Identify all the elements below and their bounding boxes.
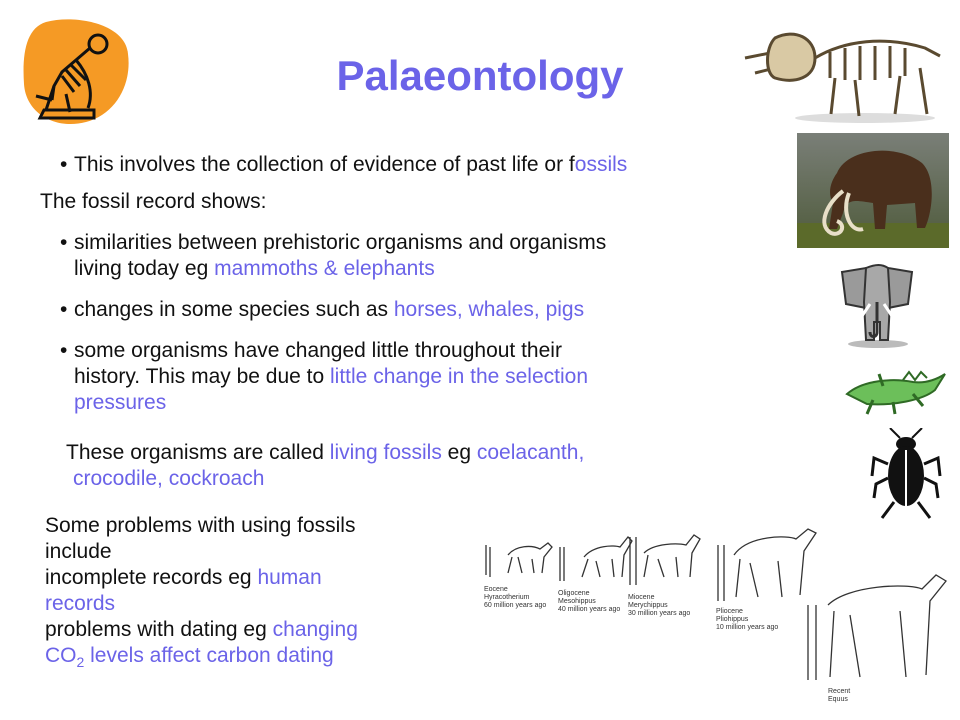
note-text: These organisms are called: [66, 441, 330, 464]
problems-text: incomplete records eg: [45, 566, 258, 589]
note-highlight: crocodile, cockroach: [73, 467, 265, 490]
problems-highlight: levels affect carbon dating: [84, 644, 334, 667]
horse-caption-age: 60 million years ago: [484, 602, 547, 609]
problems-text: Some problems with using fossils: [45, 514, 356, 537]
horse-caption-epoch: Oligocene: [558, 590, 590, 597]
page-title: Palaeontology: [336, 52, 624, 99]
elephant-clipart: [836, 262, 918, 350]
bullet-highlight: pressures: [74, 391, 167, 414]
horse-caption-name: Hyracotherium: [484, 594, 530, 601]
bullet-highlight: horses, whales, pigs: [393, 298, 585, 321]
bullet-text: history. This may be due to: [74, 365, 331, 388]
horse-caption-epoch: Pliocene: [716, 608, 743, 615]
bullet-text: similarities between prehistoric organisms and organisms: [74, 231, 607, 254]
horse-caption-name: Equus: [828, 696, 848, 703]
bullet-highlight: ossils: [574, 153, 628, 176]
horse-caption-name: Merychippus: [628, 602, 668, 609]
note-highlight: coelacanth,: [476, 441, 585, 464]
problems-subscript: 2: [76, 654, 85, 670]
bullet-marker: •: [60, 298, 68, 321]
problems-highlight: changing: [272, 618, 358, 641]
bullet-marker: •: [60, 231, 68, 254]
horse-caption-name: Mesohippus: [558, 598, 596, 605]
problems-text: problems with dating eg: [45, 618, 273, 641]
triceratops-skeleton: [735, 18, 950, 126]
cockroach-clipart: [870, 428, 942, 520]
horse-caption-age: 10 million years ago: [716, 624, 779, 631]
problems-highlight: records: [45, 592, 116, 615]
bullet-highlight: mammoths & elephants: [214, 257, 435, 280]
note-highlight: living fossils: [329, 441, 442, 464]
bullet-highlight: little change in the selection: [330, 365, 589, 388]
horse-evolution-diagram: [478, 515, 960, 720]
horse-caption-age: 40 million years ago: [558, 606, 621, 613]
horse-caption-name: Pliohippus: [716, 616, 749, 623]
bullet-text: some organisms have changed little throughout their: [74, 339, 562, 362]
bullet-text: changes in some species such as: [74, 298, 394, 321]
note-text: eg: [441, 441, 477, 464]
bullet-text: This involves the collection of evidence of past life or f: [74, 153, 575, 176]
problems-highlight: CO: [45, 644, 77, 667]
horse-caption-epoch: Recent: [828, 688, 851, 695]
crocodile-clipart: [843, 360, 947, 416]
fossil-problems-block: [45, 513, 465, 675]
living-fossils-note: [66, 440, 786, 492]
horse-caption-epoch: Miocene: [628, 594, 655, 601]
horse-caption-age: 30 million years ago: [628, 610, 691, 617]
problems-text: include: [45, 540, 112, 563]
bullet-marker: •: [60, 339, 68, 362]
fossil-record-heading: The fossil record shows:: [40, 190, 267, 213]
bullet-text: living today eg: [74, 257, 215, 280]
problems-highlight: human: [257, 566, 322, 589]
bullet-marker: •: [60, 153, 68, 176]
horse-caption-epoch: Eocene: [484, 586, 508, 593]
mammoth-photo: [797, 133, 949, 248]
